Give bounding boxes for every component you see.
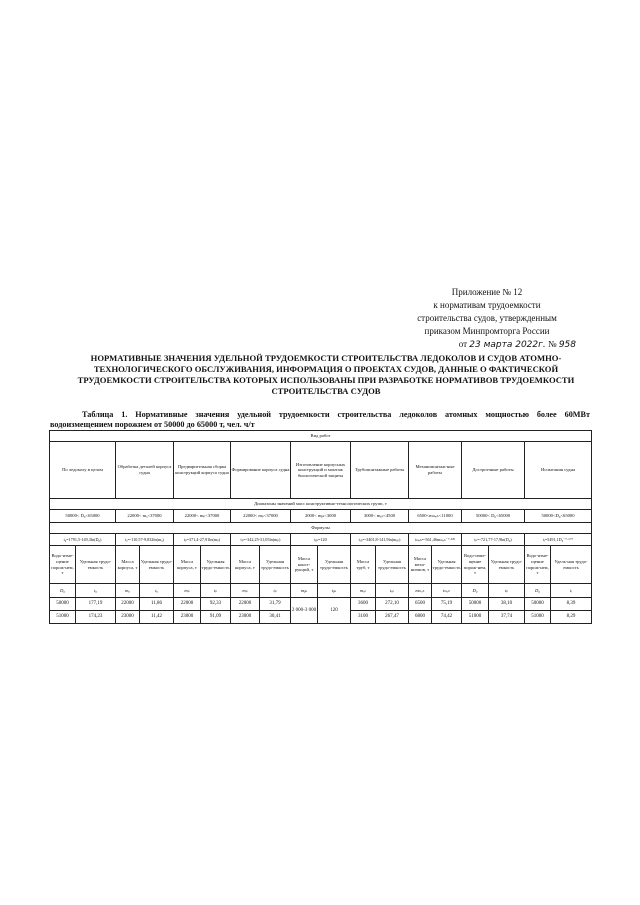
data-cell: 50000 [50, 598, 76, 611]
ranges-band: Диапазоны значений масс конструктивно-технологических групп, т [50, 499, 592, 510]
symbol-cell: t₀ [76, 584, 116, 598]
symbols-row [50, 584, 592, 598]
appendix-reference: к нормативам трудоемкости [433, 300, 541, 310]
data-cell: 38,10 [489, 598, 525, 611]
data-cell: 50000 [525, 598, 551, 611]
merged-mass-cell: 2 000-3 000 [291, 598, 318, 624]
data-cell: 174,23 [76, 611, 116, 624]
formulas-band: Формулы [50, 523, 592, 534]
header-cell: Механомонтаж-ные работы [409, 442, 462, 499]
symbol-cell: tₚ [489, 584, 525, 598]
subheader-cell: Масса корпуса, т [116, 546, 140, 584]
subheader-cell: Удельная трудо-емкость [376, 546, 409, 584]
symbol-cell: tₚ [201, 584, 231, 598]
norms-table [49, 430, 592, 624]
subheader-cell: Удельная трудо-емкость [260, 546, 291, 584]
symbol-cell: D₀ [50, 584, 76, 598]
data-cell: 91,09 [201, 611, 231, 624]
data-cell: 22000 [231, 598, 260, 611]
symbol-cell: D₀ [462, 584, 489, 598]
data-cell: 51000 [525, 611, 551, 624]
appendix-block [398, 286, 576, 352]
handwritten-date: 23 марта 2022г. [469, 340, 546, 350]
subheader-cell: Удельная трудо-емкость [432, 546, 462, 584]
data-cell: 272,10 [376, 598, 409, 611]
symbol-cell: mₘₑₕ [409, 584, 432, 598]
range-cell: 6500<mₘₑₕ<11000 [409, 510, 462, 523]
data-cell: 30,41 [260, 611, 291, 624]
range-cell: 50000< D₀<65000 [50, 510, 116, 523]
range-cell: 22000< mₚ<37000 [174, 510, 231, 523]
data-cell: 3600 [351, 598, 376, 611]
data-cell: 6800 [409, 611, 432, 624]
subheader-cell: Масса корпуса, т [174, 546, 201, 584]
header-cell: Трубомонтажные работы [351, 442, 409, 499]
data-cell: 74,42 [432, 611, 462, 624]
data-cell: 11,86 [140, 598, 174, 611]
symbol-cell: mₚ [231, 584, 260, 598]
data-cell: 267,47 [376, 611, 409, 624]
appendix-date-line: от 23 марта 2022г. № 958 [458, 339, 576, 350]
formula-cell: tᵢ=5491,1D₀⁻⁰·⁶⁰⁷ [525, 534, 592, 546]
data-cell: 37,74 [489, 611, 525, 624]
formula-cell: tᵣₚ=-3401,8-141,9ln(mᵣₚ) [351, 534, 409, 546]
subheader-cell: Масса конст-рукций, т [291, 546, 318, 584]
subheader-cell: Масса меха-низмов, т [409, 546, 432, 584]
merged-trud-cell: 120 [318, 598, 351, 624]
symbol-cell: D₀ [525, 584, 551, 598]
formula-cell: t₀=1791,5-149,3ln(D₀) [50, 534, 116, 546]
range-cell: 50000< D₀<65000 [462, 510, 525, 523]
data-cell: 22000 [116, 598, 140, 611]
header-cell: Изготовление корпусных конструкций и монтаж биологической защиты [291, 442, 351, 499]
data-cell: 8,39 [551, 598, 592, 611]
subheader-cell: Масса труб, т [351, 546, 376, 584]
header-row [50, 442, 592, 499]
symbol-cell: mₚ [174, 584, 201, 598]
symbol-cell: tᵦₛ [318, 584, 351, 598]
data-cell: 50000 [462, 598, 489, 611]
subheader-cell: Удель-ная трудо-емкость [551, 546, 592, 584]
header-work-type: Вид работ [50, 431, 592, 442]
formula-cell: tₚ=-342,25-31,05ln(mₚ) [231, 534, 291, 546]
formula-cell: tₘₑₕ=-561,46mₘₑₕ⁻⁰·³³⁹ [409, 534, 462, 546]
table-row [50, 598, 592, 611]
range-cell: 3000< mᵣₚ<4500 [351, 510, 409, 523]
formula-cell: tₚ=371,4-27,91ln(mₚ) [174, 534, 231, 546]
data-cell: 8,29 [551, 611, 592, 624]
symbol-cell: tᵣₚ [376, 584, 409, 598]
symbol-cell: mₐ [116, 584, 140, 598]
subheader-cell: Удельная трудо-емкость [140, 546, 174, 584]
data-cell: 31,79 [260, 598, 291, 611]
symbol-cell: tₘₑₕ [432, 584, 462, 598]
subheader-cell: Удельная трудо-емкость [76, 546, 116, 584]
data-cell: 23000 [174, 611, 201, 624]
appendix-reference: приказом Минпромторга России [424, 326, 550, 336]
data-cell: 75,19 [432, 598, 462, 611]
data-cell: 6500 [409, 598, 432, 611]
symbol-cell: mᵣₚ [351, 584, 376, 598]
table-caption: Таблица 1. Нормативные значения удельной трудоемкости строительства ледоколов атомных мощностью более 60МВт водоизмещением порожнем от 50000 до 65000 т, чел. ч/т [50, 410, 590, 429]
subheader-cell: Водо-изме-щение порож-нем, т [525, 546, 551, 584]
subheader-cell: Удельная трудо-емкость [489, 546, 525, 584]
ranges-row [50, 510, 592, 523]
header-cell: Предварительная сборка конструкций корпуса судна [174, 442, 231, 499]
handwritten-number: 958 [558, 340, 576, 350]
data-cell: 3100 [351, 611, 376, 624]
range-cell: 50000<D₀<65000 [525, 510, 592, 523]
subheader-cell: Водо-изме-щение порож-нем, т [462, 546, 489, 584]
symbol-cell: tₐ [140, 584, 174, 598]
subheader-cell: Удельная трудо-емкость [201, 546, 231, 584]
data-cell: 177,19 [76, 598, 116, 611]
header-cell: Формирование корпуса судна [231, 442, 291, 499]
symbol-cell: tᵢ [551, 584, 592, 598]
subheader-cell: Масса корпуса, т [231, 546, 260, 584]
appendix-reference: строительства судов, утвержденным [417, 313, 557, 323]
data-cell: 92,33 [201, 598, 231, 611]
header-cell: Достроечные работы [462, 442, 525, 499]
data-cell: 23000 [231, 611, 260, 624]
data-cell: 22000 [174, 598, 201, 611]
data-cell: 23000 [116, 611, 140, 624]
formula-cell: tᵦₛ=120 [291, 534, 351, 546]
data-cell: 51000 [50, 611, 76, 624]
data-cell: 11,42 [140, 611, 174, 624]
appendix-number: Приложение № 12 [451, 287, 523, 297]
data-cell: 51000 [462, 611, 489, 624]
formula-cell: tₚ=-721,77-17,9ln(D₀) [462, 534, 525, 546]
range-cell: 22000< mₚ<37000 [231, 510, 291, 523]
range-cell: 2000< mᵦₛ<3000 [291, 510, 351, 523]
header-cell: Испытания судна [525, 442, 592, 499]
document-title: НОРМАТИВНЫЕ ЗНАЧЕНИЯ УДЕЛЬНОЙ ТРУДОЕМКОСТИ СТРОИТЕЛЬСТВА ЛЕДОКОЛОВ И СУДОВ АТОМНО-ТЕХНОЛОГИЧЕСКОГО ОБСЛУЖИВАНИЯ, ИНФОРМАЦИЯ О ПРОЕКТАХ СУДОВ, ДАННЫЕ О ФАКТИЧЕСКОЙ ТРУДОЕМКОСТИ СТРОИТЕЛЬСТВА КОТОРЫХ ИСПОЛЬЗОВАНЫ ПРИ РАЗРАБОТКЕ НОРМАТИВОВ ТРУДОЕМКОСТИ СТРОИТЕЛЬСТВА СУДОВ [77, 353, 575, 396]
subheader-cell: Удельная трудо-емкость [318, 546, 351, 584]
formula-cell: tₐ=-110,57-9,832ln(mₐ) [116, 534, 174, 546]
subheader-cell: Водо-изме-щение порож-нем, т [50, 546, 76, 584]
subheader-row [50, 546, 592, 584]
symbol-cell: mᵦₛ [291, 584, 318, 598]
header-cell: По ледоколу в целом [50, 442, 116, 499]
range-cell: 22000< mₐ<37000 [116, 510, 174, 523]
formulas-row [50, 534, 592, 546]
symbol-cell: tₚ [260, 584, 291, 598]
header-cell: Обработка деталей корпуса судна [116, 442, 174, 499]
